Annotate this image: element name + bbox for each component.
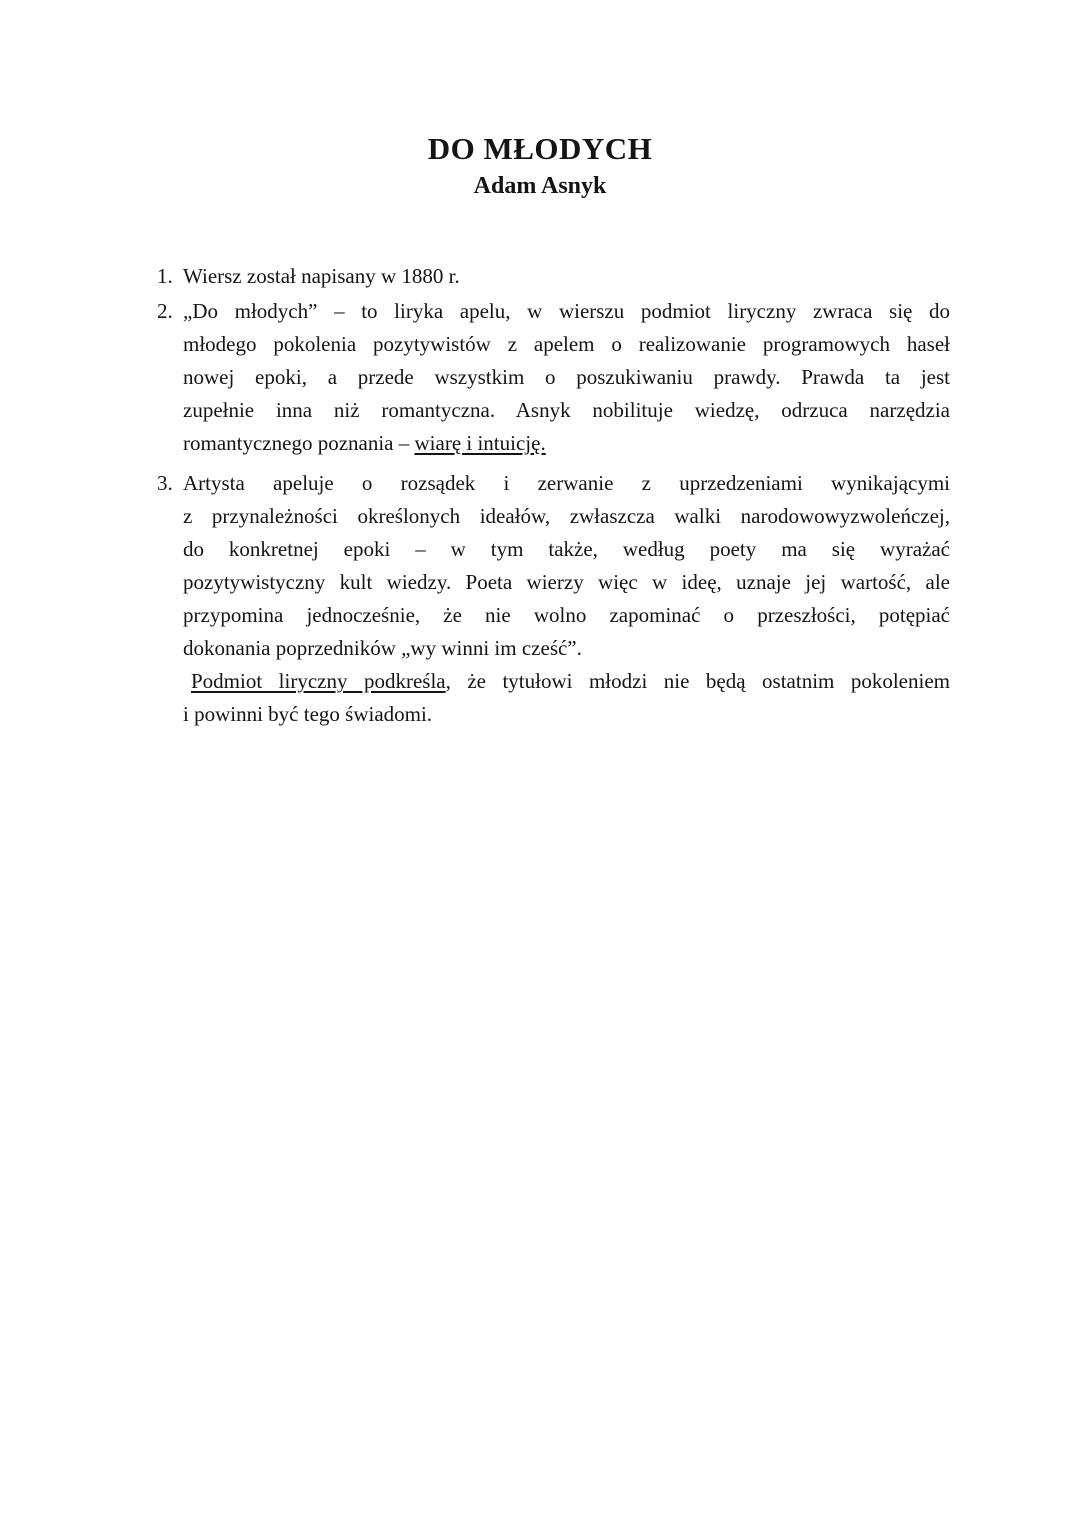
text-segment: pozytywistyczny kult wiedzy. Poeta wierzy więc w ideę, uznaje jej wartość, ale <box>183 570 950 594</box>
underlined-text: Podmiot liryczny podkreśla <box>191 669 446 693</box>
list-item <box>157 467 950 731</box>
paragraph <box>183 260 950 293</box>
text-line <box>183 295 950 328</box>
item-number: 1. <box>157 264 173 288</box>
item-body <box>183 260 950 293</box>
text-line <box>183 533 950 566</box>
item-body <box>183 295 950 460</box>
item-body <box>183 467 950 731</box>
text-segment: Artysta apeluje o rozsądek i zerwanie z uprzedzeniami wynikającymi <box>183 471 950 495</box>
text-segment: dokonania poprzedników „wy winni im cześć”. <box>183 636 582 660</box>
text-line <box>183 394 950 427</box>
text-line <box>183 632 950 665</box>
text-segment: przypomina jednocześnie, że nie wolno zapominać o przeszłości, potępiać <box>183 603 950 627</box>
text-line <box>183 500 950 533</box>
text-line <box>183 260 950 293</box>
item-number: 2. <box>157 299 173 323</box>
text-line <box>183 467 950 500</box>
text-segment: , że tytułowi młodzi nie będą ostatnim pokoleniem <box>445 669 950 693</box>
list-item <box>157 295 950 460</box>
document-author: Adam Asnyk <box>473 173 607 199</box>
text-segment: do konkretnej epoki – w tym także, według poety ma się wyrażać <box>183 537 950 561</box>
text-segment: zupełnie inna niż romantyczna. Asnyk nobilituje wiedzę, odrzuca narzędzia <box>183 398 950 422</box>
text-line <box>183 698 950 731</box>
paragraph <box>183 665 950 731</box>
text-line <box>183 566 950 599</box>
text-segment: młodego pokolenia pozytywistów z apelem o realizowanie programowych haseł <box>183 332 950 356</box>
text-segment: z przynależności określonych ideałów, zwłaszcza walki narodowowyzwoleńczej, <box>183 504 950 528</box>
text-segment: nowej epoki, a przede wszystkim o poszukiwaniu prawdy. Prawda ta jest <box>183 365 950 389</box>
paragraph <box>183 295 950 460</box>
numbered-list <box>157 260 950 731</box>
text-line <box>183 599 950 632</box>
item-number: 3. <box>157 471 173 495</box>
text-segment: i powinni być tego świadomi. <box>183 702 433 726</box>
underlined-text: wiarę i intuicję. <box>414 431 546 455</box>
document-title: DO MŁODYCH <box>427 131 653 166</box>
text-line <box>183 361 950 394</box>
text-line <box>183 328 950 361</box>
paragraph <box>183 467 950 665</box>
list-item <box>157 260 950 293</box>
text-line <box>183 427 950 460</box>
text-segment: Wiersz został napisany w 1880 r. <box>183 264 460 288</box>
text-segment: romantycznego poznania – <box>183 431 415 455</box>
text-segment: „Do młodych” – to liryka apelu, w wierszu podmiot liryczny zwraca się do <box>183 299 950 323</box>
text-line <box>183 665 950 698</box>
